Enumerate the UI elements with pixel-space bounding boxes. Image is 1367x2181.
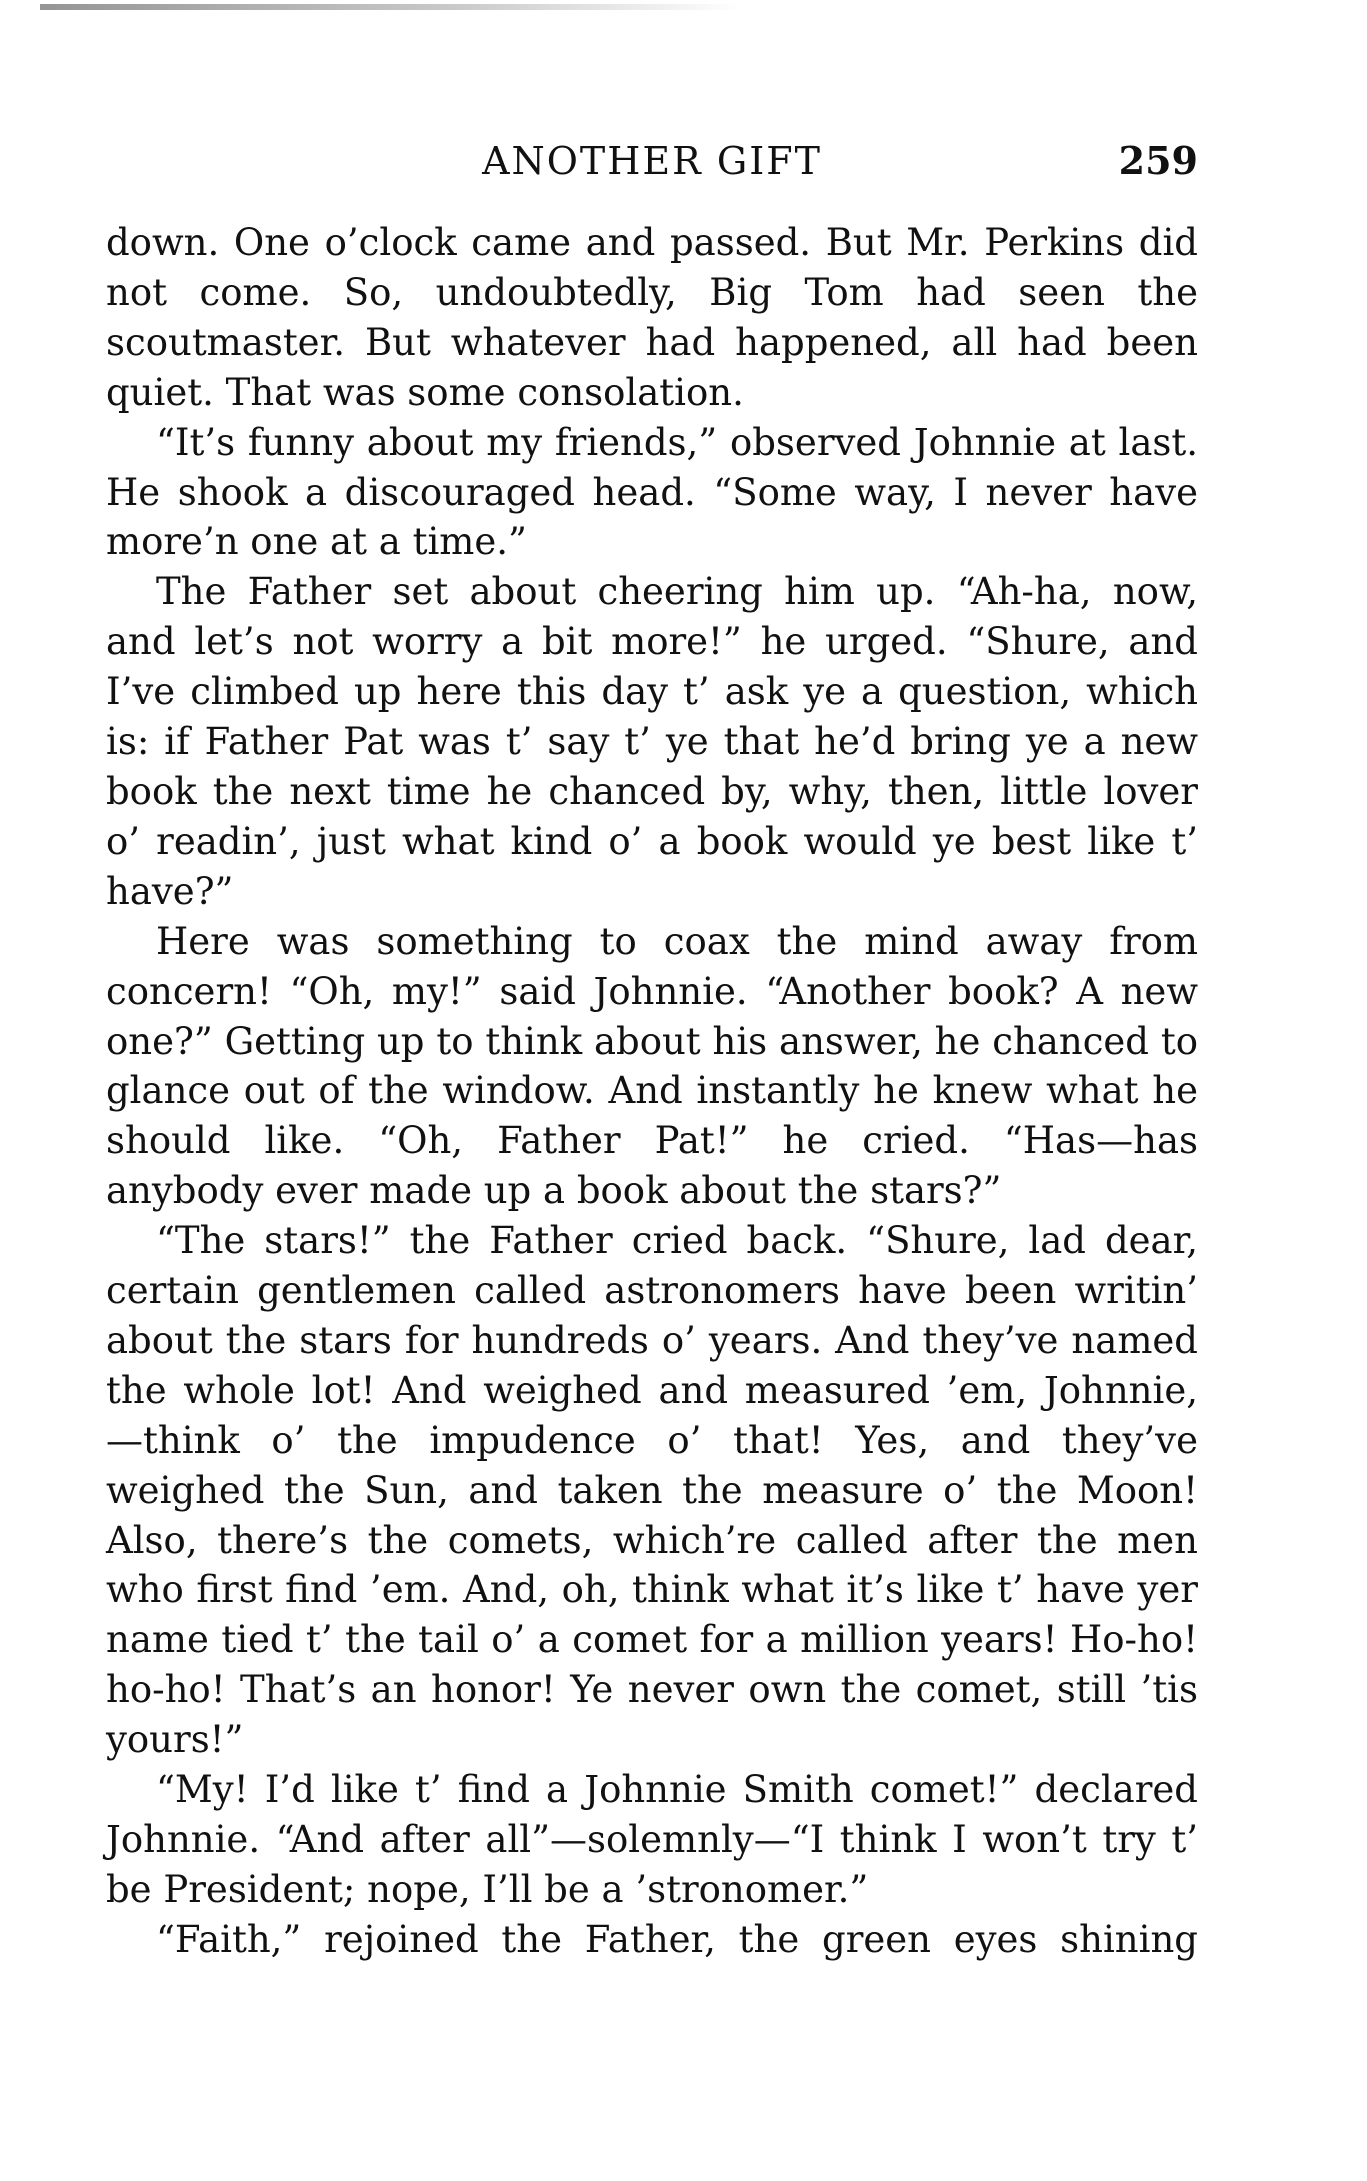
body-text xyxy=(106,218,1198,1965)
running-title: ANOTHER GIFT xyxy=(482,139,822,183)
paragraph: “It’s funny about my friends,” observed Johnnie at last. He shook a discouraged head. “Some way, I never have more’n one at a time.” xyxy=(106,420,1198,564)
paragraph: down. One o’clock came and passed. But Mr. Perkins did not come. So, undoubtedly, Big Tom had seen the scoutmaster. But whatever had happened, all had been quiet. That was some consolation. xyxy=(106,221,1198,414)
page-header xyxy=(106,136,1198,186)
paragraph: “The stars!” the Father cried back. “Shure, lad dear, certain gentlemen called astronomers have been writin’ about the stars for hundreds o’ years. And they’ve named the whole lot! And weighed and measured ’em, Johnnie, —think o’ the impudence o’ that! Yes, and they’ve weighed the Sun, and taken the measure o’ the Moon! Also, there’s the comets, which’re called after the men who first find ’em. And, oh, think what it’s like t’ have yer name tied t’ the tail o’ a comet for a million years! Ho-ho! ho-ho! That’s an honor! Ye never own the comet, still ’tis yours!” xyxy=(106,1219,1198,1762)
paragraph: The Father set about cheering him up. “Ah-ha, now, and let’s not worry a bit more!” he urged. “Shure, and I’ve climbed up here this day t’ ask ye a question, which is: if Father Pat was t’ say t’ ye that he’d bring ye a new book the next time he chanced by, why, then, little lover o’ readin’, just what kind o’ a book would ye best like t’ have?” xyxy=(106,570,1198,913)
paragraph: “Faith,” rejoined the Father, the green eyes shining xyxy=(156,1917,1198,1961)
scan-edge-shadow xyxy=(40,4,740,10)
paragraph: Here was something to coax the mind away from concern! “Oh, my!” said Johnnie. “Another book? A new one?” Getting up to think about his answer, he chanced to glance out of the window. And instantly he knew what he should like. “Oh, Father Pat!” he cried. “Has—has anybody ever made up a book about the stars?” xyxy=(106,919,1198,1213)
page-number: 259 xyxy=(1118,138,1198,183)
paragraph: “My! I’d like t’ find a Johnnie Smith comet!” declared Johnnie. “And after all”—solemnly—“I think I won’t try t’ be President; nope, I’ll be a ’stronomer.” xyxy=(106,1768,1198,1911)
